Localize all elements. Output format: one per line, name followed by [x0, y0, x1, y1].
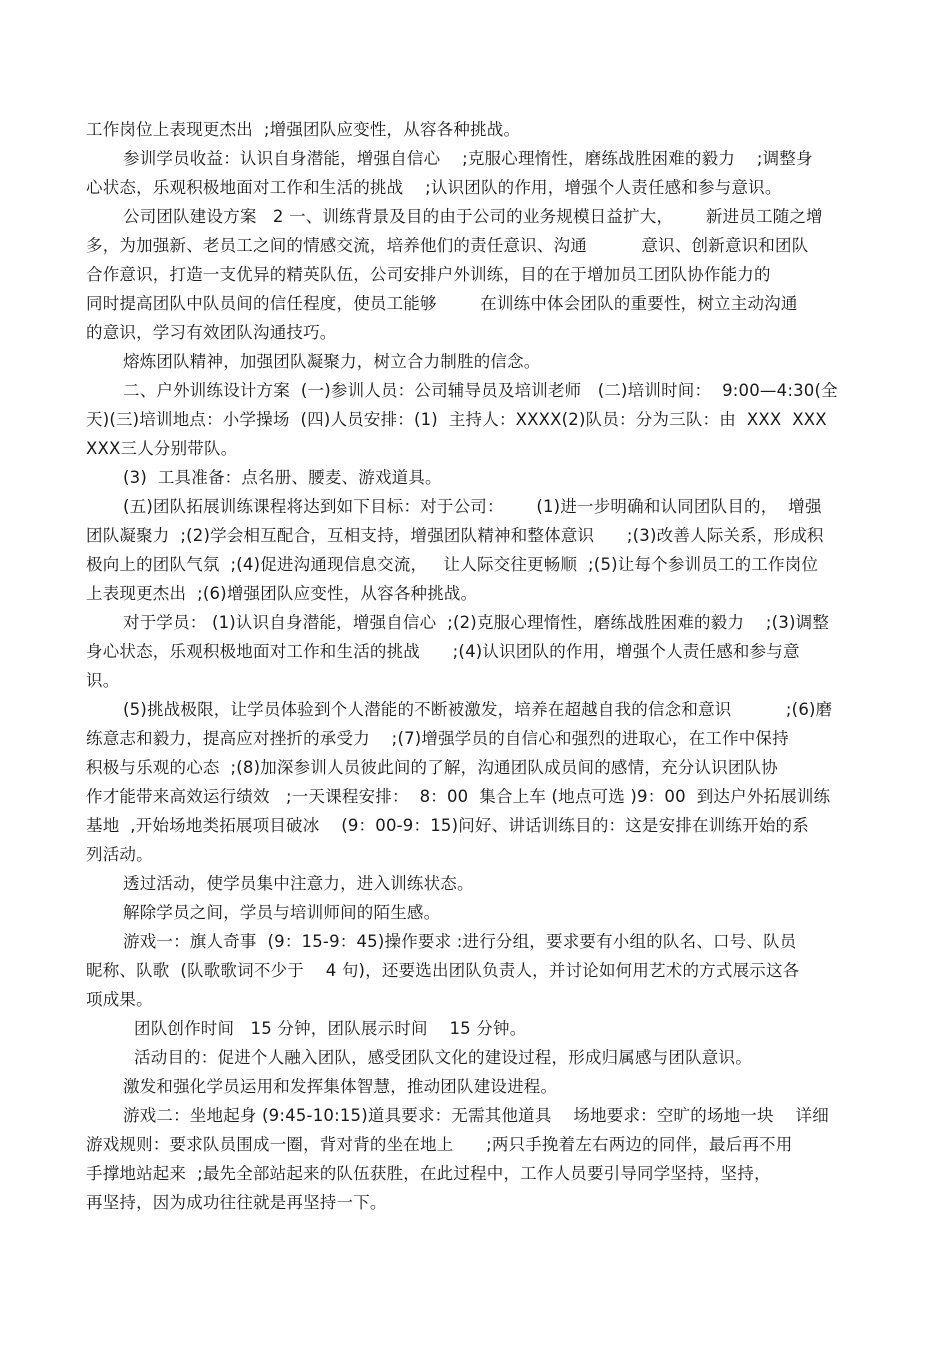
text-line: 的意识，学习有效团队沟通技巧。	[86, 323, 337, 342]
text-line: 解除学员之间，学员与培训师间的陌生感。	[123, 903, 441, 922]
text-line: 天)(三)培训地点：小学操场 (四)人员安排：(1) 主持人：XXXX(2)队员：分为三队：由 XXX XXX	[86, 410, 827, 429]
text-line: 公司团队建设方案 2 一、训练背景及目的由于公司的业务规模日益扩大， 新进员工随之增	[123, 207, 823, 226]
text-line: 二、户外训练设计方案 (一)参训人员：公司辅导员及培训老师 (二)培训时间： 9:00—4:30(全	[123, 381, 838, 400]
text-line: (五)团队拓展训练课程将达到如下目标：对于公司： (1)进一步明确和认同团队目的， 增强	[123, 497, 822, 516]
text-line: 识。	[86, 671, 120, 690]
text-line: 激发和强化学员运用和发挥集体智慧，推动团队建设进程。	[123, 1077, 558, 1096]
text-line: 积极与乐观的心态 ;(8)加深参训人员彼此间的了解，沟通团队成员间的感情，充分认识团队协	[86, 758, 778, 777]
text-line: 作才能带来高效运行绩效 ;一天课程安排： 8：00 集合上车 (地点可选 )9：00 到达户外拓展训练	[86, 787, 831, 806]
text-line: 再坚持，因为成功往往就是再坚持一下。	[86, 1193, 387, 1212]
text-line: 身心状态，乐观积极地面对工作和生活的挑战 ;(4)认识团队的作用，增强个人责任感和参与意	[86, 642, 800, 661]
text-line: 基地 ,开始场地类拓展项目破冰 (9：00-9：15)问好、讲话训练目的：这是安排在训练开始的系	[86, 816, 809, 835]
text-line: 练意志和毅力，提高应对挫折的承受力 ;(7)增强学员的自信心和强烈的进取心，在工作中保持	[86, 729, 789, 748]
text-line: 透过活动，使学员集中注意力，进入训练状态。	[123, 874, 474, 893]
text-line: 团队凝聚力 ;(2)学会相互配合，互相支持，增强团队精神和整体意识 ;(3)改善人际关系，形成积	[86, 526, 824, 545]
text-line: 同时提高团队中队员间的信任程度，使员工能够 在训练中体会团队的重要性，树立主动沟通	[86, 294, 798, 313]
text-line: 项成果。	[86, 990, 153, 1009]
text-line: 昵称、队歌 (队歌歌词不少于 4 句)，还要选出团队负责人，并讨论如何用艺术的方式展示这各	[86, 961, 800, 980]
text-line: (5)挑战极限，让学员体验到个人潜能的不断被激发，培养在超越自我的信念和意识 ;(6)磨	[123, 700, 833, 719]
text-line: 团队创作时间 15 分钟，团队展示时间 15 分钟。	[134, 1019, 527, 1038]
text-line: 多，为加强新、老员工之间的情感交流，培养他们的责任意识、沟通 意识、创新意识和团队	[86, 236, 809, 255]
text-line: 工作岗位上表现更杰出 ;增强团队应变性，从容各种挑战。	[86, 120, 521, 139]
text-line: 活动目的：促进个人融入团队，感受团队文化的建设过程，形成归属感与团队意识。	[134, 1048, 752, 1067]
text-line: 参训学员收益：认识自身潜能，增强自信心 ;克服心理惰性，磨练战胜困难的毅力 ;调整身	[123, 149, 813, 168]
text-line: 极向上的团队气氛 ;(4)促进沟通现信息交流， 让人际交往更畅顺 ;(5)让每个参训员工的工作岗位	[86, 555, 819, 574]
text-line: 心状态，乐观积极地面对工作和生活的挑战 ;认识团队的作用，增强个人责任感和参与意识。	[86, 178, 782, 197]
text-line: XXX三人分别带队。	[86, 439, 238, 458]
text-line: 合作意识，打造一支优异的精英队伍，公司安排户外训练，目的在于增加员工团队协作能力的	[86, 265, 771, 284]
text-line: 列活动。	[86, 845, 153, 864]
text-line: 对于学员： (1)认识自身潜能，增强自信心 ;(2)克服心理惰性，磨练战胜困难的毅力 ;(3)调整	[123, 613, 830, 632]
text-line: 手撑地站起来 ;最先全部站起来的队伍获胜，在此过程中，工作人员要引导同学坚持，坚持，	[86, 1164, 771, 1183]
text-line: 游戏一：旗人奇事 (9：15-9：45)操作要求 :进行分组，要求要有小组的队名、口号、队员	[123, 932, 797, 951]
text-line: (3) 工具准备：点名册、腰麦、游戏道具。	[123, 468, 442, 487]
text-line: 熔炼团队精神，加强团队凝聚力，树立合力制胜的信念。	[123, 352, 541, 371]
text-line: 游戏规则：要求队员围成一圈，背对背的坐在地上 ;两只手挽着左右两边的同伴，最后再不用	[86, 1135, 793, 1154]
text-line: 上表现更杰出 ;(6)增强团队应变性，从容各种挑战。	[86, 584, 478, 603]
text-line: 游戏二：坐地起身 (9:45-10:15)道具要求：无需其他道具 场地要求：空旷的场地一块 详细	[123, 1106, 829, 1125]
